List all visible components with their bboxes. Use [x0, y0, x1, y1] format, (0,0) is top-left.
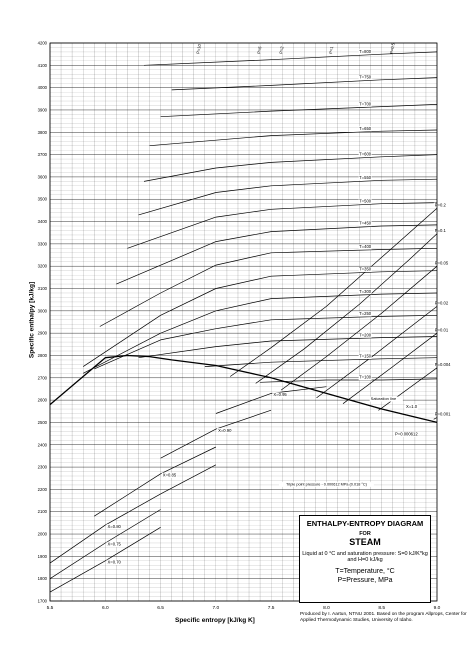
- saturation-line: [50, 356, 437, 423]
- isobar-line: [434, 418, 437, 420]
- quality-label: X=0.70: [107, 559, 121, 565]
- saturation-line-label: Saturation line: [370, 396, 397, 402]
- isobar-label: P=0.01: [434, 327, 449, 333]
- isotherm-line: [205, 358, 437, 367]
- isobar-label: P=0.02: [434, 300, 449, 306]
- y-tick-label: 3800: [37, 129, 47, 135]
- quality-label: X=0.95: [273, 392, 287, 398]
- legend-temperature: T=Temperature, °C: [335, 568, 395, 576]
- quality-label: X=0.85: [162, 472, 177, 478]
- triple-point-note: Triple point pressure - 0.000612 MPa (0.018 °C): [285, 482, 367, 487]
- y-tick-label: 1700: [37, 598, 47, 604]
- isobar-line: [281, 266, 437, 390]
- chart-substance: STEAM: [349, 537, 381, 548]
- isotherm-label: T=400: [359, 244, 372, 250]
- y-tick-label: 4100: [37, 62, 47, 68]
- isobar-label: P=0.1: [434, 228, 446, 234]
- isotherm-label: T=550: [359, 174, 372, 180]
- isotherm-label: T=800: [359, 48, 372, 54]
- y-axis-label: Specific enthalpy [kJ/kg]: [28, 281, 36, 359]
- isobar-label: P=0.05: [434, 260, 449, 266]
- reference-note: Liquid at 0 °C and saturation pressure: S=0 kJ/K*kg and H=0 kJ/kg: [302, 551, 428, 564]
- isobar-label-triple: P=0.000612: [394, 431, 418, 437]
- y-tick-label: 3900: [37, 107, 47, 113]
- isobar-line: [317, 306, 438, 398]
- isobar-label-top: P=0.5: [388, 42, 396, 55]
- y-tick-label: 4200: [37, 40, 47, 46]
- y-tick-label: 2300: [37, 464, 47, 470]
- isotherm-label: T=350: [359, 266, 372, 272]
- quality-line: [50, 465, 216, 563]
- isobar-label: P=0.2: [434, 202, 446, 208]
- isotherm-label: T=650: [359, 125, 372, 131]
- y-tick-label: 2900: [37, 330, 47, 336]
- isobar-label-top: P=1: [328, 46, 335, 55]
- isotherm-label: T=750: [359, 74, 372, 80]
- isotherm-label: T=150: [359, 353, 372, 359]
- x-tick-label: 8.0: [323, 606, 330, 611]
- y-tick-label: 2400: [37, 442, 47, 448]
- x-tick-label: 8.5: [378, 606, 386, 611]
- isotherm-label: T=100: [359, 374, 372, 380]
- y-tick-label: 2200: [37, 486, 47, 492]
- isobar-label-top: P=2: [278, 46, 285, 55]
- isotherm-label: T=500: [359, 198, 372, 204]
- y-tick-label: 4000: [37, 85, 47, 91]
- isobar-line: [256, 234, 437, 384]
- y-tick-label: 3300: [37, 241, 47, 247]
- isotherm-line: [161, 104, 437, 116]
- y-tick-label: 3600: [37, 174, 47, 180]
- y-tick-label: 3200: [37, 263, 47, 269]
- credit-text: Produced by I. Aartun, NTNU 2001. Based on the program Allprops, Center for Applied Thermodynamic Studies, University of Idaho.: [300, 612, 467, 623]
- y-tick-label: 2500: [37, 419, 47, 425]
- quality-label: X=0.90: [218, 427, 232, 433]
- quality-label: X=0.75: [107, 541, 121, 547]
- y-tick-label: 3500: [37, 196, 47, 202]
- isobar-label-top: P=5: [256, 46, 263, 55]
- isotherm-line: [139, 179, 438, 215]
- y-tick-label: 2800: [37, 352, 47, 358]
- isotherm-label: T=200: [359, 332, 372, 338]
- y-tick-label: 3400: [37, 219, 47, 225]
- x-tick-label: 6.0: [101, 606, 109, 611]
- isobar-line: [343, 333, 437, 404]
- isotherm-label: T=250: [359, 311, 372, 317]
- chart-legend-box: [299, 515, 431, 603]
- legend-pressure: P=Pressure, MPa: [337, 576, 393, 584]
- chart-curves: [50, 52, 437, 592]
- quality-label: X=0.80: [107, 523, 121, 529]
- x-tick-label: 5.5: [46, 606, 54, 611]
- y-tick-label: 2600: [37, 397, 47, 403]
- isotherm-label: T=600: [359, 151, 372, 157]
- y-tick-label: 2000: [37, 531, 47, 537]
- isotherm-label: T=700: [359, 101, 372, 107]
- y-tick-label: 1900: [37, 553, 47, 559]
- y-tick-label: 1800: [37, 576, 47, 582]
- isobar-label-top: P=10: [195, 43, 202, 55]
- annotations: [106, 42, 451, 565]
- y-tick-label: 2700: [37, 375, 47, 381]
- x-tick-label: 9.0: [433, 606, 441, 611]
- chart-title: ENTHALPY-ENTROPY DIAGRAM: [306, 519, 424, 528]
- isobar-label: P=0.001: [434, 411, 451, 417]
- chart-title-for: FOR: [359, 531, 371, 538]
- x-tick-label: 7.5: [267, 606, 275, 611]
- isotherm-label: T=300: [359, 288, 372, 294]
- x-tick-label: 6.5: [157, 606, 164, 611]
- y-tick-label: 3100: [37, 286, 47, 292]
- isotherm-line: [100, 248, 437, 326]
- quality-line: [94, 447, 216, 516]
- isobar-label: P=0.004: [434, 361, 451, 367]
- isotherm-label: T=450: [359, 220, 372, 226]
- isotherm-line: [139, 337, 438, 358]
- x-tick-label: 7.0: [212, 606, 220, 611]
- y-tick-label: 3700: [37, 152, 47, 158]
- quality-label: X=1.0: [406, 403, 418, 409]
- y-tick-label: 3000: [37, 308, 47, 314]
- y-tick-label: 2100: [37, 509, 47, 515]
- x-axis-label: Specific entropy [kJ/kg K]: [175, 617, 255, 624]
